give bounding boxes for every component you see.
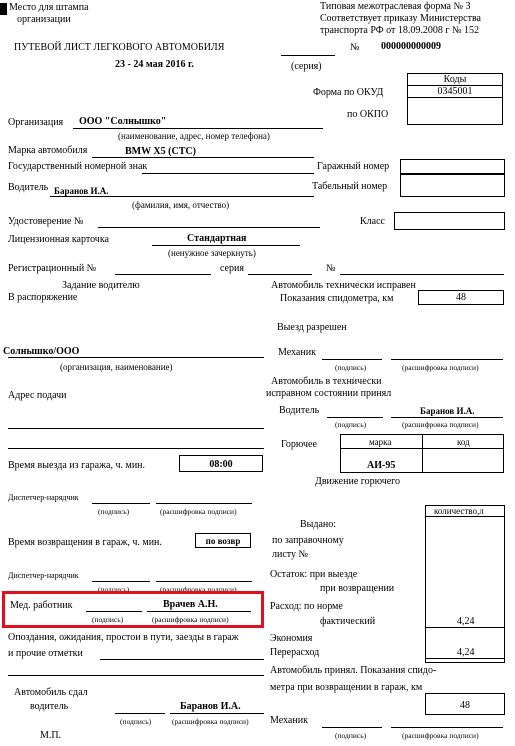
seria-label: (серия) [291, 61, 322, 72]
disp1-sign-line [92, 503, 150, 504]
page-title: ПУТЕВОЙ ЛИСТ ЛЕГКОВОГО АВТОМОБИЛЯ [14, 42, 225, 53]
exit-time-value: 08:00 [209, 459, 233, 470]
gos-line [142, 173, 314, 174]
tab-box [400, 174, 505, 197]
drv-name-line [391, 417, 503, 418]
garage-label: Гаражный номер [317, 161, 390, 172]
stamp-line1: Место для штампа [9, 2, 89, 13]
address-line2 [8, 448, 264, 449]
disp1-name-line [156, 503, 252, 504]
ret-label: Время возвращения в гараж, ч. мин. [8, 537, 162, 548]
tech-ok: Автомобиль технически исправен [271, 280, 416, 291]
economy-label: Экономия [270, 633, 313, 644]
driver-label: Водитель [8, 182, 49, 193]
drv-podpis: (подпись) [335, 420, 367, 429]
delays-line2 [8, 675, 264, 676]
org-value: ООО "Солнышко" [79, 116, 167, 127]
med-value: Врачев А.Н. [163, 599, 218, 610]
class-label: Класс [360, 216, 385, 227]
by-list-2: листу № [272, 549, 309, 560]
mp-label: М.П. [40, 730, 62, 741]
drv-sign-line [327, 417, 383, 418]
drv-label: Водитель [279, 405, 320, 416]
over-line [425, 658, 505, 659]
disp1-rassh: (расшифровка подписи) [160, 507, 237, 516]
seria-line [281, 55, 335, 56]
driver-value: Баранов И.А. [54, 186, 109, 196]
movement-label: Движение горючего [315, 476, 401, 487]
accept-line2: исправном состоянии принял [266, 388, 392, 399]
lic-label: Лицензионная карточка [8, 234, 109, 245]
disp2-label: Диспетчер-нарядчик [8, 571, 79, 580]
cert-line [98, 227, 320, 228]
cert-label: Удостоверение № [8, 216, 84, 227]
disp1-label: Диспетчер-нарядчик [8, 493, 79, 502]
car-brand-value: BMW X5 (CTC) [125, 146, 196, 157]
exit-time-label: Время выезда из гаража, ч. мин. [8, 460, 146, 471]
rest-2: при возвращении [320, 583, 395, 594]
address-label: Адрес подачи [8, 390, 67, 401]
reg-seria-line [248, 274, 312, 275]
reg-line [115, 274, 211, 275]
fuel-value: АИ-95 [367, 460, 396, 471]
gave-sign-line [115, 713, 165, 714]
gos-label: Государственный номерной знак [8, 161, 148, 172]
form-type-line2: Соответствует приказу Министерства [320, 13, 481, 24]
odo-label: Показания спидометра, км [280, 293, 394, 304]
rest-1: Остаток: при выезде [270, 569, 358, 580]
disp2-rassh: (расшифровка подписи) [160, 585, 237, 594]
address-line1 [8, 428, 264, 429]
qty-header: количество,л [434, 506, 484, 516]
form-type-line3: транспорта РФ от 18.09.2008 г № 152 [320, 25, 480, 36]
okpo-label: по ОКПО [347, 109, 389, 120]
org-label: Организация [8, 117, 64, 128]
by-list-1: по заправочному [272, 535, 344, 546]
delays-line1 [100, 659, 264, 660]
class-box [394, 212, 505, 230]
cons2-value: 4,24 [457, 616, 475, 627]
corner-mark [0, 3, 7, 15]
car-brand-label: Марка автомобиля [8, 145, 88, 156]
mech-rassh: (расшифровка подписи) [402, 363, 479, 372]
gave-podpis: (подпись) [120, 717, 152, 726]
over-label: Перерасход [270, 647, 320, 658]
okud-label: Форма по ОКУД [313, 87, 384, 98]
over-value: 4,24 [457, 647, 475, 658]
delays-1: Опоздания, ожидания, простои в пути, заезды в гараж [8, 632, 239, 643]
fuel-label: Горючее [281, 439, 317, 450]
reg-seria: серия [220, 263, 244, 274]
reg-label: Регистрационный № [8, 263, 97, 274]
tab-label: Табельный номер [312, 181, 388, 192]
task-label: Задание водителю [62, 280, 140, 291]
gave-name-line [170, 713, 264, 714]
mech2-label: Механик [270, 715, 308, 726]
med-rassh: (расшифровка подписи) [152, 615, 229, 624]
gave-1: Автомобиль сдал [14, 687, 88, 698]
gave-2: водитель [30, 701, 69, 712]
mech-podpis: (подпись) [335, 363, 367, 372]
mech2-podpis: (подпись) [335, 731, 367, 740]
mech2-rassh: (расшифровка подписи) [402, 731, 479, 740]
gave-rassh: (расшифровка подписи) [172, 717, 249, 726]
number-sign: № [350, 42, 360, 53]
accept-line1: Автомобиль в технически [271, 376, 382, 387]
disp2-name-line [156, 581, 252, 582]
fuel-kod: код [457, 437, 470, 447]
mech2-sign-line [322, 727, 382, 728]
gave-value: Баранов И.А. [180, 701, 241, 712]
med-sign-line [86, 611, 142, 612]
cons-2: фактический [320, 616, 376, 627]
med-label: Мед. работник [10, 600, 73, 611]
disp2-sign-line [92, 581, 150, 582]
acc-ret-2: метра при возвращении в гараж, км [270, 682, 423, 693]
disp1-podpis: (подпись) [98, 507, 130, 516]
mech2-name-line [391, 727, 503, 728]
ret-box [195, 533, 251, 548]
stamp-line2: организации [17, 14, 71, 25]
qty-header-line [425, 516, 505, 517]
okpo-value [407, 97, 503, 125]
garage-box [400, 159, 505, 174]
task-disp: В распоряжение [8, 292, 78, 303]
drv-rassh: (расшифровка подписи) [402, 420, 479, 429]
form-type-line1: Типовая межотраслевая форма № 3 [320, 1, 471, 12]
mech-sign-line [322, 359, 382, 360]
cons-1: Расход: по норме [270, 601, 343, 612]
codes-header-text: Коды [443, 74, 467, 85]
delays-2: и прочие отметки [8, 648, 83, 659]
ret-odo-box [425, 693, 505, 715]
lic-line [152, 245, 300, 246]
drv-value: Баранов И.А. [420, 406, 475, 416]
doc-number: 000000000009 [381, 41, 441, 52]
ret-odo-value: 48 [460, 700, 470, 711]
exit-time-box [179, 455, 263, 472]
odo-value: 48 [456, 292, 466, 303]
lic-hint: (ненужное зачеркнуть) [168, 248, 256, 258]
lic-value: Стандартная [187, 233, 247, 244]
task-line [8, 357, 264, 358]
okud-value-text: 0345001 [437, 86, 473, 97]
mech-name-line [391, 359, 503, 360]
mech-label: Механик [278, 347, 316, 358]
fuel-marka: марка [369, 437, 392, 447]
odo-box [418, 290, 504, 305]
org-line [73, 128, 323, 129]
driver-hint: (фамилия, имя, отчество) [132, 200, 230, 210]
car-brand-line [92, 157, 314, 158]
driver-line [50, 196, 314, 197]
reg-num-line [340, 274, 504, 275]
issued-label: Выдано: [300, 519, 337, 530]
med-podpis: (подпись) [92, 615, 124, 624]
task-org-hint: (организация, наименование) [60, 362, 173, 372]
disp2-podpis: (подпись) [98, 585, 130, 594]
acc-ret-1: Автомобиль принял. Показания спидо- [270, 665, 437, 676]
org-hint: (наименование, адрес, номер телефона) [118, 131, 270, 141]
ret-value: по возвр [205, 536, 241, 546]
exit-ok: Выезд разрешен [277, 322, 347, 333]
cons2-line [425, 627, 505, 628]
reg-num: № [326, 263, 336, 274]
qty-col [425, 505, 505, 663]
med-name-line [147, 611, 251, 612]
task-org: Солнышко/ООО [3, 346, 80, 357]
doc-date: 23 - 24 мая 2016 г. [115, 59, 194, 70]
fuel-table-col [422, 434, 423, 473]
